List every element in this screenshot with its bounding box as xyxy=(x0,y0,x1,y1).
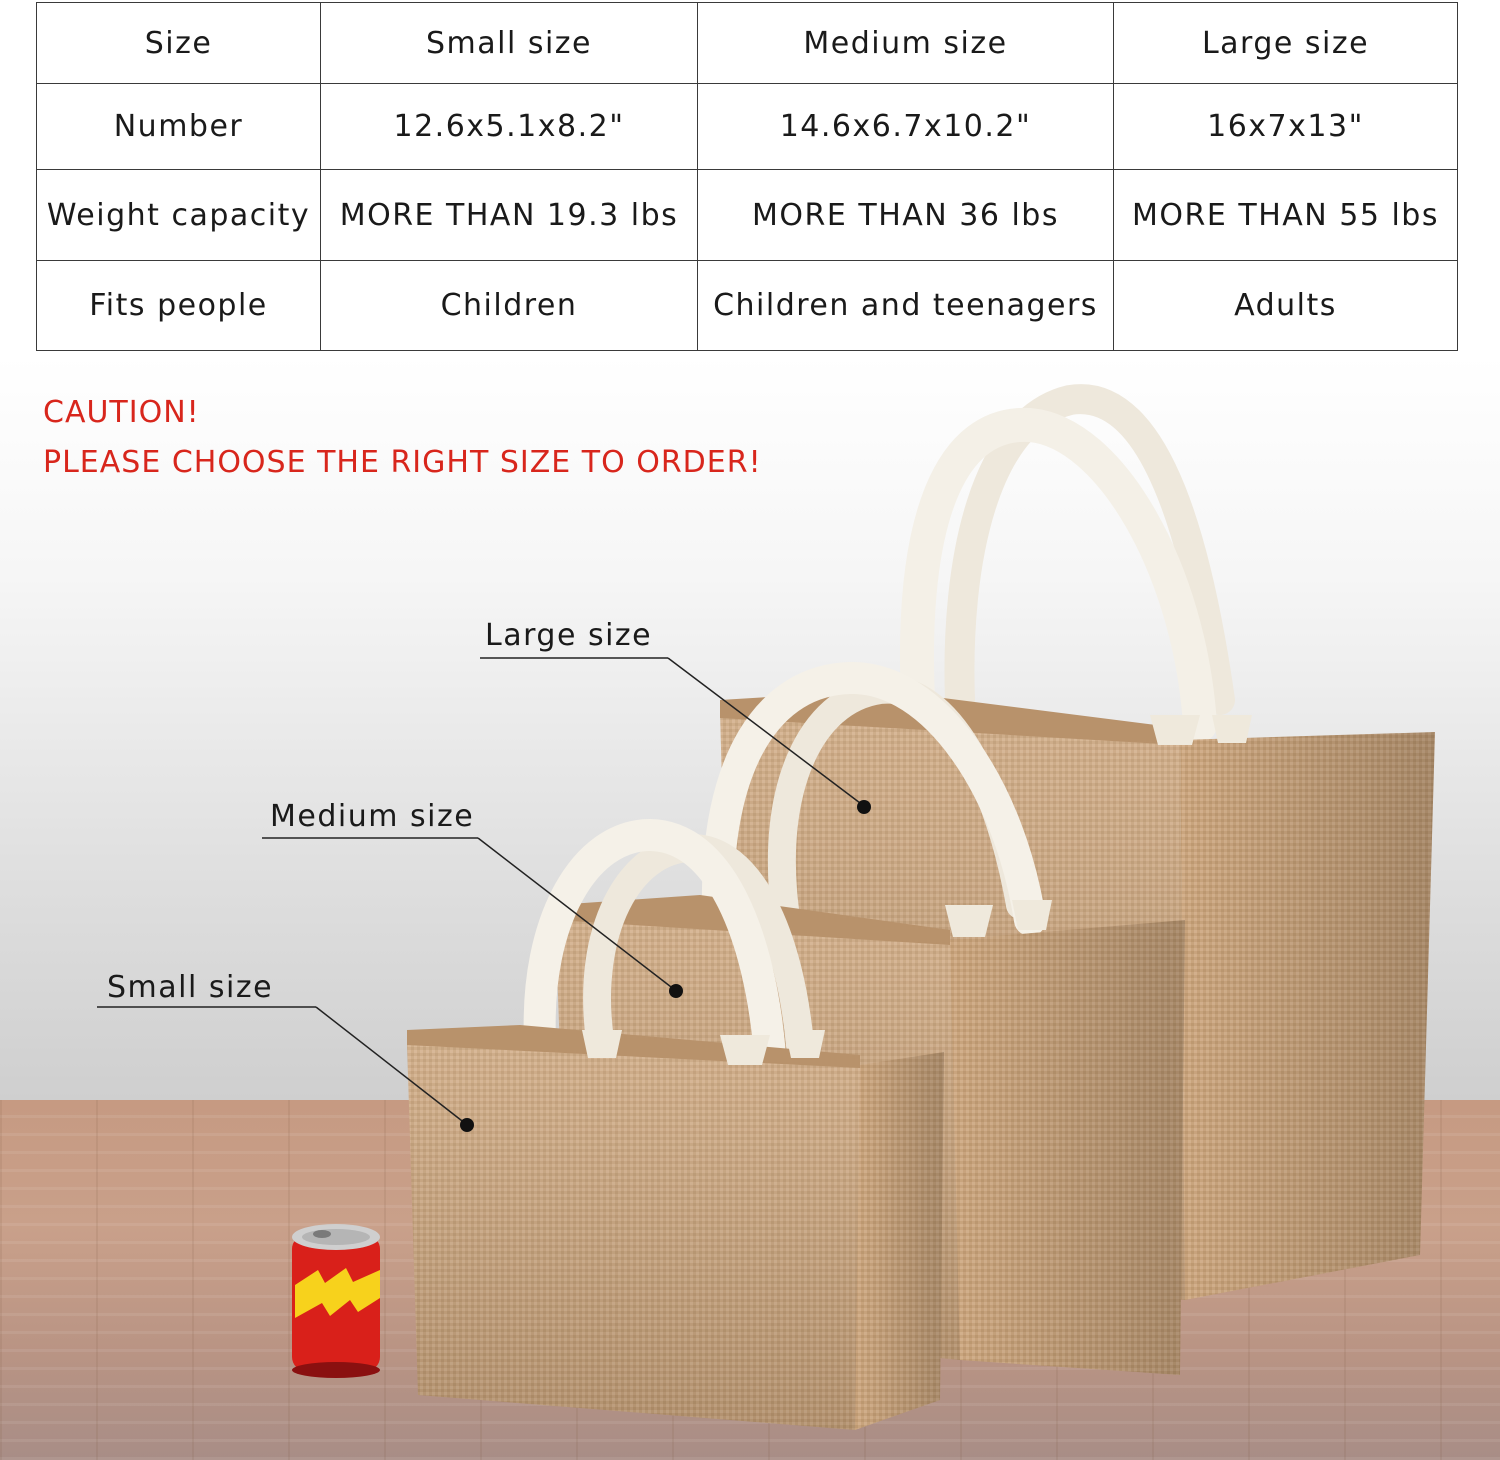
callout-small-size: Small size xyxy=(107,970,274,1005)
table-cell: Children xyxy=(321,261,698,351)
table-cell: Number xyxy=(37,84,321,170)
table-cell: MORE THAN 36 lbs xyxy=(698,170,1114,261)
table-cell: Weight capacity xyxy=(37,170,321,261)
table-cell: 12.6x5.1x8.2" xyxy=(321,84,698,170)
callout-large-size: Large size xyxy=(485,618,653,653)
small-size-dot xyxy=(460,1118,474,1132)
caution-message: PLEASE CHOOSE THE RIGHT SIZE TO ORDER! xyxy=(43,445,762,480)
table-cell: Large size xyxy=(1114,3,1458,84)
table-cell: 14.6x6.7x10.2" xyxy=(698,84,1114,170)
soda-can xyxy=(292,1224,380,1378)
table-cell: Size xyxy=(37,3,321,84)
table-cell: MORE THAN 55 lbs xyxy=(1114,170,1458,261)
large-size-dot xyxy=(857,800,871,814)
medium-size-dot xyxy=(669,984,683,998)
table-cell: Children and teenagers xyxy=(698,261,1114,351)
table-cell: Adults xyxy=(1114,261,1458,351)
table-cell: Medium size xyxy=(698,3,1114,84)
table-cell: Small size xyxy=(321,3,698,84)
table-cell: MORE THAN 19.3 lbs xyxy=(321,170,698,261)
callout-medium-size: Medium size xyxy=(270,799,475,834)
table-cell: 16x7x13" xyxy=(1114,84,1458,170)
caution-title: CAUTION! xyxy=(43,395,200,430)
table-cell: Fits people xyxy=(37,261,321,351)
